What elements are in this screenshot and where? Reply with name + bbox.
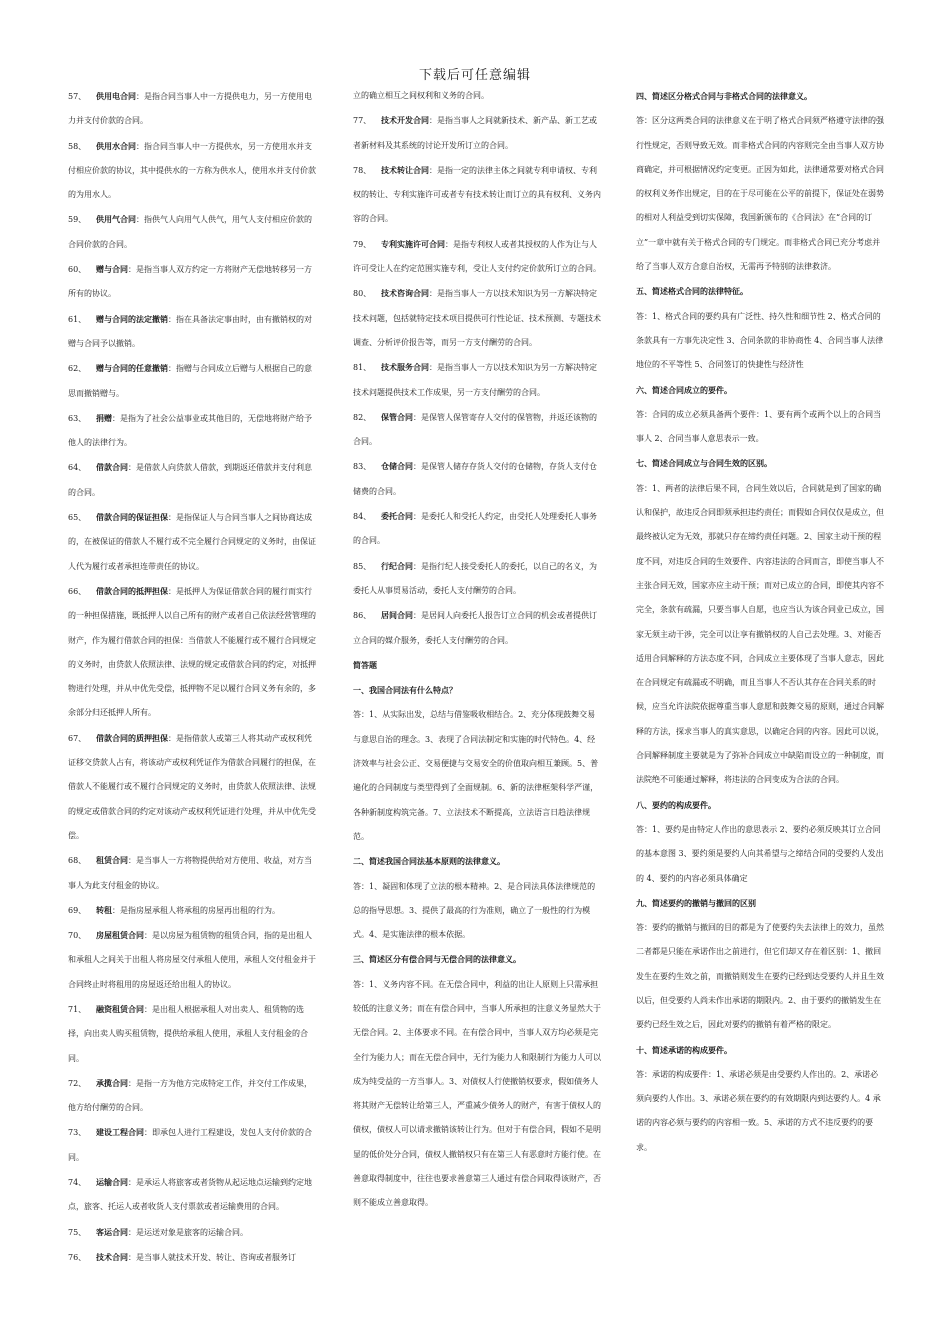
paragraph <box>353 454 601 504</box>
term-label: 房屋租赁合同 <box>96 930 144 941</box>
term-label: 赠与合同的任意撤销 <box>96 363 168 374</box>
paragraph <box>636 916 884 1037</box>
body-text: ：是居间人向委托人报告订立合同的机会或者提供订立合同的媒介服务，委托人支付酬劳的合同。 <box>353 611 597 645</box>
paragraph <box>353 405 601 455</box>
body-text: 答：1、要约是由特定人作出的意思表示 2、要约必须反映其订立合同的基本意图 3、要约须是要约人向其希望与之缔结合同的受要约人发出的 4、要约的内容必须具体确定 <box>636 824 884 883</box>
body-text: ：是当事人就技术开发、转让、咨询或者服务订 <box>128 1252 296 1262</box>
body-text: 答：1、凝固和体现了立法的根本精神。2、是合同法具体法律规范的总的指导思想。3、提供了最高的行为准则，确立了一般性的行为模式。4、是实施法律的根本依据。 <box>353 881 596 940</box>
term-label: 租赁合同 <box>96 855 128 866</box>
item-number: 67、 <box>68 733 87 743</box>
term-label: 技术合同 <box>96 1251 128 1262</box>
section-heading <box>636 378 884 403</box>
body-text: ：是抵押人为保证借款合同的履行而实行的一种担保措施，既抵押人以自己所有的财产或者自己依法经营管理的财产，作为履行借款合同的担保：当借款人不能履行或不履行合同规定的义务时，由贷款人依照法律、法规的规定或借款合同的约定，对抵押物进行处理，并从中优先受偿，抵押物不足以履行合同义务有余的，多余部分归还抵押人所有。 <box>68 586 316 718</box>
item-number: 68、 <box>68 856 87 866</box>
paragraph <box>68 1071 318 1121</box>
term-label: 技术开发合同 <box>381 115 429 126</box>
paragraph <box>353 875 601 948</box>
term-label: 承揽合同 <box>96 1077 128 1088</box>
column-3 <box>636 84 884 1160</box>
item-number: 80、 <box>353 289 372 299</box>
body-text: ：是当事人一方将物提供给对方使用、收益，对方当事人为此支付租金的协议。 <box>68 856 312 890</box>
body-text: ：是指一方为他方完成特定工作，并交付工作成果，他方给付酬劳的合同。 <box>68 1078 312 1113</box>
item-number: 58、 <box>68 141 87 151</box>
term-label: 供用气合同 <box>96 214 136 225</box>
body-text: ：是借款人向贷款人借款，到期返还借款并支付利息的合同。 <box>68 463 312 497</box>
heading-text: 四、简述区分格式合同与非格式合同的法律意义。 <box>636 91 812 101</box>
page-header: 下载后可任意编辑 <box>418 68 531 83</box>
paragraph <box>68 207 318 257</box>
item-number: 75、 <box>68 1227 87 1237</box>
body-text: ：是运送对象是旅客的运输合同。 <box>128 1227 248 1237</box>
item-number: 61、 <box>68 314 87 324</box>
paragraph <box>68 726 318 848</box>
term-label: 建设工程合同 <box>96 1127 144 1138</box>
paragraph <box>353 158 601 232</box>
section-heading <box>353 947 601 972</box>
term-label: 借款合同的质押担保 <box>96 732 168 743</box>
section-heading <box>353 678 601 703</box>
body-text: ：是委托人和受托人约定，由受托人处理委托人事务的合同。 <box>353 512 597 546</box>
paragraph <box>636 403 884 452</box>
heading-text: 简答题 <box>353 659 377 670</box>
item-number: 82、 <box>353 412 372 422</box>
paragraph <box>353 355 601 405</box>
body-text: ：是指行纪人接受委托人的委托，以自己的名义，为委托人从事贸易活动，委托人支付酬劳的合同。 <box>353 561 597 595</box>
term-label: 居间合同 <box>381 610 413 621</box>
body-text: ：指供气人向用气人供气，用气人支付相应价款的合同价款的合同。 <box>68 215 312 249</box>
paragraph <box>353 504 601 554</box>
section-heading <box>636 793 884 818</box>
paragraph <box>68 997 318 1071</box>
body-text: ：指在具备法定事由时，由有撤销权的对赠与合同予以撤销。 <box>68 314 312 348</box>
heading-text: 十、简述承诺的构成要件。 <box>636 1044 732 1055</box>
term-label: 赠与合同的法定撤销 <box>96 313 168 324</box>
term-label: 技术转让合同 <box>381 164 429 175</box>
paragraph <box>353 84 601 108</box>
paragraph <box>68 356 318 406</box>
term-label: 客运合同 <box>96 1226 128 1237</box>
term-label: 技术服务合同 <box>381 362 429 373</box>
item-number: 84、 <box>353 512 372 522</box>
item-number: 72、 <box>68 1078 87 1088</box>
paragraph <box>68 455 318 505</box>
section-heading <box>636 279 884 304</box>
term-label: 转租 <box>96 904 112 915</box>
heading-text: 九、简述要约的撤销与撤回的区别 <box>636 897 756 908</box>
item-number: 71、 <box>68 1004 87 1014</box>
paragraph <box>68 898 318 923</box>
column-1 <box>68 84 318 1270</box>
section-heading <box>636 891 884 916</box>
paragraph <box>636 109 884 279</box>
body-text: 答：1、两者的法律后果不同，合同生效以后，合同就是到了国家的确认和保护，故违反合同即须承担违约责任；而假如合同仅仅是成立，但最终被认定为无效，那就只存在缔约责任问题。2、国家主动干预的程度不同，对违反合同的生效要件、内容违法的合同而言，即使当事人不主张合同无效，国家亦应主动干预；而对已成立的合同，即使其内容不完全，条款有疏漏，只要当事人自愿，也应当认为该合同业已成立，国家无须主动干涉，完全可以让享有撤销权的人自己去处理。3、对能否适用合同解释的方法态度不同，合同成立主要体现了当事人意志，因此在合同规定有疏漏或不明确，而且当事人不否认其存在合同关系的时候，应当允许法院依据尊重当事人意愿和鼓舞交易的原则，通过合同解释的方法，探求当事人的真实意思，以确定合同的内容。因此可以说，合同解释制度主要就是为了弥补合同成立中缺陷而设立的一种制度，而法院绝不可能通过解释，将违法的合同变成为合法的合同。 <box>636 483 884 785</box>
body-text: ：是保管人保管寄存人交付的保管物，并返还该物的合同。 <box>353 412 597 447</box>
item-number: 64、 <box>68 463 87 473</box>
paragraph <box>68 134 318 208</box>
paragraph <box>636 818 884 891</box>
paragraph <box>353 603 601 653</box>
item-number: 83、 <box>353 462 372 472</box>
paragraph <box>68 848 318 898</box>
body-text: ：指赠与合同成立后赠与人根据自己的意思而撤销赠与。 <box>68 364 312 398</box>
paragraph <box>68 579 318 726</box>
paragraph <box>68 84 318 134</box>
item-number: 79、 <box>353 239 372 249</box>
section-heading <box>636 451 884 476</box>
paragraph <box>68 1120 318 1170</box>
body-text: ：是指为了社会公益事业或其他目的，无偿地将财产给予他人的法律行为。 <box>68 413 312 448</box>
paragraph <box>68 1170 318 1220</box>
paragraph <box>68 923 318 997</box>
paragraph <box>68 307 318 357</box>
item-number: 69、 <box>68 905 87 915</box>
heading-text: 六、简述合同成立的要件。 <box>636 384 732 395</box>
item-number: 70、 <box>68 931 87 941</box>
term-label: 仓储合同 <box>381 461 413 472</box>
term-label: 捐赠 <box>96 412 112 423</box>
paragraph <box>353 232 601 282</box>
body-text: ：是指当事人双方约定一方将财产无偿地转移另一方所有的协议。 <box>68 265 312 299</box>
item-number: 57、 <box>68 92 87 101</box>
body-text: ：指合同当事人中一方提供水，另一方使用水并支付相应价款的协议，其中提供水的一方称为供水人，使用水并支付价款的为用水人。 <box>68 141 316 200</box>
paragraph <box>68 1220 318 1245</box>
item-number: 74、 <box>68 1178 87 1188</box>
body-text: 答：承诺的构成要件：1、承诺必须是由受要约人作出的。2、承诺必须向要约人作出。3、承诺必须在要约的有效期限内到达要约人。4 承诺的内容必须与要约的内容相一致。5、承诺的方式不违反要约的要求。 <box>636 1069 881 1152</box>
body-text: ：是指当事人一方以技术知识为另一方解决特定技术问题提供技术工作成果，另一方支付酬劳的合同。 <box>353 363 597 397</box>
term-label: 技术咨询合同 <box>381 288 429 299</box>
term-label: 运输合同 <box>96 1177 128 1188</box>
body-text: ：是指当事人一方以技术知识为另一方解决特定技术问题，包括就特定技术项目提供可行性论证、技术预测、专题技术调查、分析评价报告等，而另一方支付酬劳的合同。 <box>353 289 601 347</box>
term-label: 融资租赁合同 <box>96 1003 144 1014</box>
paragraph <box>636 477 884 793</box>
item-number: 62、 <box>68 364 87 374</box>
term-label: 借款合同 <box>96 462 128 473</box>
body-text: ：是出租人根据承租人对出卖人、租赁物的选择，向出卖人购买租赁物，提供给承租人使用，承租人支付租金的合同。 <box>68 1004 308 1063</box>
section-heading <box>353 653 601 678</box>
body-text: 答：合同的成立必须具备两个要件：1、要有两个或两个以上的合同当事人 2、合同当事人意思表示一致。 <box>636 409 882 444</box>
heading-text: 七、简述合同成立与合同生效的区别。 <box>636 458 772 469</box>
item-number: 60、 <box>68 265 87 275</box>
paragraph <box>68 505 318 579</box>
body-text: ：是指合同当事人中一方提供电力，另一方使用电力并支付价款的合同。 <box>68 92 312 126</box>
body-text: ：即承包人进行工程建设，发包人支付价款的合同。 <box>68 1128 312 1162</box>
item-number: 78、 <box>353 165 372 175</box>
body-text: ：是指一定的法律主体之间就专利申请权、专利权的转让、专利实施许可或者专有技术转让而订立的具有权利、义务内容的合同。 <box>353 165 601 224</box>
term-label: 借款合同的保证担保 <box>96 512 168 523</box>
paragraph <box>68 1245 318 1270</box>
item-number: 85、 <box>353 561 372 571</box>
term-label: 行纪合同 <box>381 560 413 571</box>
section-heading <box>636 84 884 109</box>
term-label: 专利实施许可合同 <box>381 238 445 249</box>
heading-text: 五、简述格式合同的法律特征。 <box>636 286 748 297</box>
paragraph <box>636 305 884 378</box>
body-text: ：是指房屋承租人将承租的房屋再出租的行为。 <box>112 905 280 915</box>
paragraph <box>353 281 601 355</box>
section-heading <box>636 1038 884 1063</box>
paragraph <box>68 257 318 307</box>
heading-text: 八、要约的构成要件。 <box>636 799 716 810</box>
body-text: ：是指专利权人或者其授权的人作为让与人许可受让人在约定范围实施专利，受让人支付约定价款所订立的合同。 <box>353 239 601 274</box>
body-text: ：是指当事人之间就新技术、新产品、新工艺或者新材料及其系统的讨论开发所订立的合同。 <box>353 116 597 150</box>
body-text: 答：1、格式合同的要约具有广泛性、持久性和细节性 2、格式合同的条款具有一方事先决定性 3、合同条款的非协商性 4、合同当事人法律地位的不平等性 5、合同签订的快捷性与经济性 <box>636 311 884 370</box>
heading-text: 三、简述区分有偿合同与无偿合同的法律意义。 <box>353 954 521 965</box>
body-text: ：是以房屋为租赁物的租赁合同，指的是出租人和承租人之间关于出租人将房屋交付承租人使用，承租人交付租金并于合同终止时将租用的房屋返还给出租人的协议。 <box>68 931 316 989</box>
body-text: 答：区分这两类合同的法律意义在于明了格式合同须严格遵守法律的强行性规定，否则导致无效。而非格式合同的内容则完全由当事人双方协商确定，并可根据情况约定变更。正因为如此，法律通常要对格式合同的权利义务作出规定，目的在于尽可能在公平的前提下，保证处在弱势的相对人利益受到切实保障，我国新颁布的《合同法》在“合同的订立”一章中就有关于格式合同的专门规定。而非格式合同已充分考虑并给了当事人双方合意自治权，无需再予特别的法律救济。 <box>636 116 884 272</box>
term-label: 委托合同 <box>381 511 413 522</box>
term-label: 保管合同 <box>381 411 413 422</box>
item-number: 63、 <box>68 413 87 423</box>
body-text: 答：1、从实际出发，总结与借鉴吸收相结合。2、充分体现鼓舞交易与意思自治的理念。3、表现了合同法制定和实施的时代特色。4、经济效率与社会公正、交易便捷与交易安全的价值取向相互兼顾。5、普遍化的合同制度与类型得到了全面规制。6、新的法律框架科学严谨，各种新制度构筑完备。7、立法技术不断提高，立法语言日趋法律规范。 <box>353 710 599 841</box>
body-text: ：是保管人储存存货人交付的仓储物，存货人支付仓储费的合同。 <box>353 462 597 496</box>
body-text: ：是指借款人或第三人将其动产或权利凭证移交贷款人占有，将该动产或权利凭证作为借款合同履行的担保，在借款人不能履行或不履行合同规定的义务时，由贷款人依照法律、法规的规定或借款合同的约定对该动产或权利凭证进行处理，并从中优先受偿。 <box>68 733 316 840</box>
paragraph <box>353 973 601 1216</box>
section-heading <box>353 849 601 874</box>
paragraph <box>353 703 601 849</box>
body-text: ：是承运人将旅客或者货物从起运地点运输到约定地点，旅客、托运人或者收货人支付票款或者运输费用的合同。 <box>68 1178 312 1212</box>
body-text: 答：1、义务内容不同。在无偿合同中，利益的出让人原则上只需承担较低的注意义务；而在有偿合同中，当事人所承担的注意义务显然大于无偿合同。2、主体要求不同。在有偿合同中，当事人双方均必须是完全行为能力人；而在无偿合同中，无行为能力人和限制行为能力人可以成为纯受益的一方当事人。3、对债权人行使撤销权要求，假如债务人将其财产无偿转让给第三人，严重减少债务人的财产，有害于债权人的债权，债权人可以请求撤销该转让行为。但对于有偿合同，假如不是明显的低价处分合同，债权人撤销权只有在第三人有恶意时方能行使。在善意取得制度中，往往也要求善意第三人通过有偿合同取得该财产，否则不能成立善意取得。 <box>353 979 601 1208</box>
item-number: 65、 <box>68 513 87 523</box>
item-number: 66、 <box>68 586 87 596</box>
term-label: 借款合同的抵押担保 <box>96 585 168 596</box>
item-number: 81、 <box>353 363 372 373</box>
item-number: 59、 <box>68 215 87 225</box>
item-number: 86、 <box>353 611 372 621</box>
paragraph <box>636 1063 884 1160</box>
body-text: 答：要约的撤销与撤回的目的都是为了使要约失去法律上的效力，虽然二者都是只能在承诺作出之前进行，但它们却又存在着区别：1、撤回发生在要约生效之前，而撤销则发生在要约已经到达受要约人并且生效以后，但受要约人尚未作出承诺的期限内。2、由于要约的撤销发生在要约已经生效之后，因此对要约的撤销有着严格的限定。 <box>636 923 884 1030</box>
term-label: 供用水合同 <box>96 140 136 151</box>
paragraph <box>353 554 601 604</box>
heading-text: 二、简述我国合同法基本原则的法律意义。 <box>353 856 505 867</box>
item-number: 76、 <box>68 1252 87 1262</box>
body-text: 立的确立相互之间权利和义务的合同。 <box>353 91 489 100</box>
heading-text: 一、我国合同法有什么特点？ <box>353 685 457 696</box>
term-label: 供用电合同 <box>96 91 136 101</box>
body-text: ：是指保证人与合同当事人之间协商达成的，在被保证的借款人不履行或不完全履行合同规定的义务时，由保证人代为履行或者承担连带责任的协议。 <box>68 513 316 571</box>
paragraph <box>68 406 318 456</box>
paragraph <box>353 108 601 158</box>
term-label: 赠与合同 <box>96 264 128 275</box>
item-number: 73、 <box>68 1128 87 1138</box>
column-2 <box>353 84 601 1216</box>
item-number: 77、 <box>353 116 372 126</box>
